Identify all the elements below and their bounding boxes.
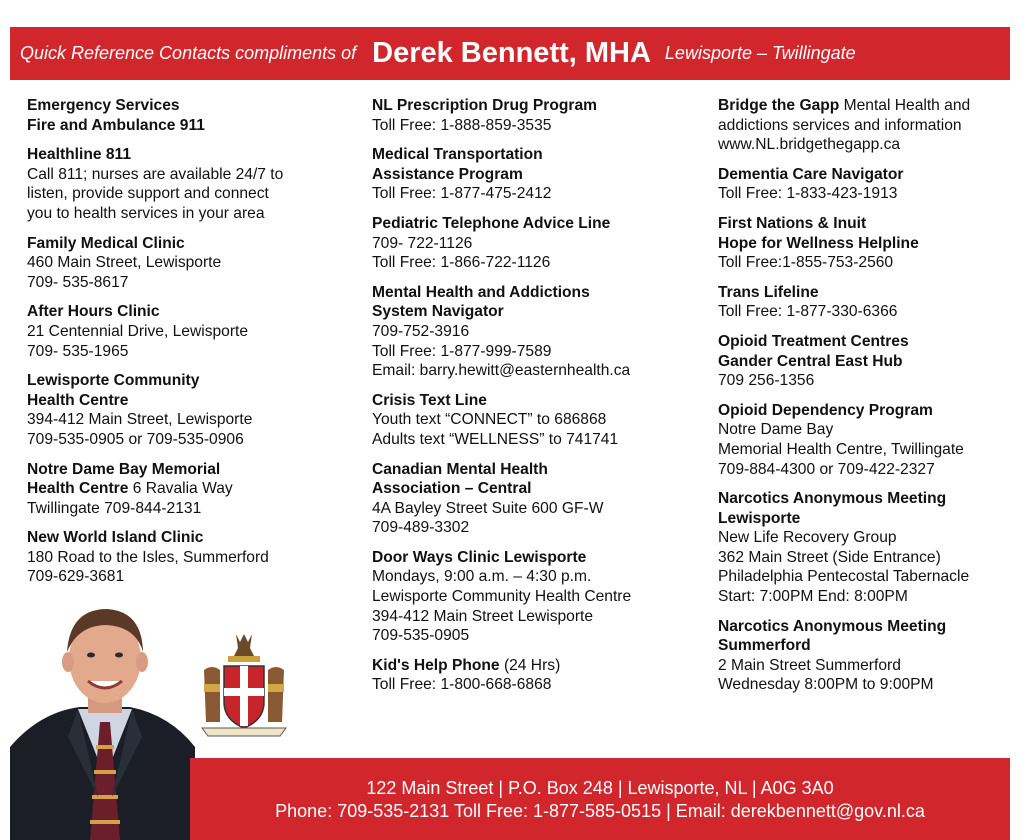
contact-detail-text: Twillingate 709-844-2131	[27, 499, 202, 517]
contact-detail-text: 709-535-0905	[372, 627, 470, 645]
contact-heading	[718, 283, 1018, 303]
contact-detail-text: 394-412 Main Street Lewisporte	[372, 607, 594, 625]
contact-heading-text: Lewisporte Community	[27, 372, 200, 390]
contact-entry	[718, 165, 1018, 204]
contact-detail	[372, 567, 692, 587]
contact-detail	[718, 528, 1018, 548]
contact-heading-text: Pediatric Telephone Advice Line	[372, 214, 611, 232]
coat-of-arms-icon	[196, 630, 292, 738]
footer-banner	[190, 758, 1010, 840]
contact-detail	[372, 361, 692, 381]
contact-heading-text: Canadian Mental Health	[372, 460, 548, 478]
contact-heading-text: Dementia Care Navigator	[718, 165, 904, 183]
contact-detail	[372, 518, 692, 538]
contact-heading	[718, 234, 1018, 254]
contact-heading	[372, 391, 692, 411]
contact-detail-text: addictions services and information	[718, 116, 962, 134]
contact-heading	[718, 489, 1018, 509]
contact-detail-text: Toll Free: 1-833-423-1913	[718, 185, 898, 203]
contact-entry	[718, 617, 1018, 695]
contact-heading	[718, 96, 1018, 116]
contact-entry	[718, 214, 1018, 273]
contact-detail-text: Notre Dame Bay	[718, 421, 834, 439]
contact-detail	[718, 587, 1018, 607]
contact-entry	[372, 96, 692, 135]
contact-heading-text: System Navigator	[372, 303, 504, 321]
contact-detail	[372, 116, 692, 136]
contact-heading	[718, 617, 1018, 637]
contact-detail-text: 460 Main Street, Lewisporte	[27, 254, 222, 272]
contact-detail-tail: (24 Hrs)	[499, 656, 561, 674]
contact-detail	[27, 430, 347, 450]
contact-entry	[718, 96, 1018, 155]
contact-detail	[718, 253, 1018, 273]
contact-entry	[27, 145, 347, 223]
contact-heading	[372, 479, 692, 499]
contact-heading-text: Medical Transportation	[372, 146, 543, 164]
contact-heading	[27, 116, 347, 136]
contact-detail-text: Toll Free:1-855-753-2560	[718, 254, 894, 272]
contact-detail	[27, 273, 347, 293]
contact-entry	[27, 96, 347, 135]
contact-detail-text: 4A Bayley Street Suite 600 GF-W	[372, 499, 604, 517]
contact-heading	[718, 332, 1018, 352]
contacts-column-3	[718, 96, 1018, 705]
contact-entry	[372, 214, 692, 273]
contact-detail-text: 709-629-3681	[27, 568, 125, 586]
contact-detail-text: 709-884-4300 or 709-422-2327	[718, 460, 935, 478]
contact-entry	[27, 528, 347, 587]
contact-detail	[372, 430, 692, 450]
contact-detail	[718, 302, 1018, 322]
header-prefix: Quick Reference Contacts compliments of	[20, 43, 357, 63]
contact-entry	[27, 371, 347, 449]
contact-heading-text: Lewisporte	[718, 509, 801, 527]
contact-detail	[372, 410, 692, 430]
contact-detail	[718, 567, 1018, 587]
contact-heading	[27, 391, 347, 411]
contact-detail-text: Call 811; nurses are available 24/7 to	[27, 165, 284, 183]
contact-heading-text: Narcotics Anonymous Meeting	[718, 490, 947, 508]
footer-address: 122 Main Street | P.O. Box 248 | Lewisporte, NL | A0G 3A0	[366, 778, 834, 798]
contact-detail-text: Start: 7:00PM End: 8:00PM	[718, 588, 908, 606]
contact-detail	[718, 440, 1018, 460]
contact-detail-text: Adults text “WELLNESS” to 741741	[372, 430, 619, 448]
contact-heading	[718, 509, 1018, 529]
contact-heading-text: Fire and Ambulance 911	[27, 116, 205, 134]
contact-detail	[372, 626, 692, 646]
contact-heading-text: Trans Lifeline	[718, 283, 819, 301]
contact-heading-text: Assistance Program	[372, 165, 523, 183]
header-name: Derek Bennett, MHA	[372, 37, 651, 69]
contact-detail	[718, 675, 1018, 695]
contact-detail-text: Toll Free: 1-888-859-3535	[372, 116, 552, 134]
contact-heading-text: Health Centre	[27, 391, 129, 409]
contact-detail-text: Wednesday 8:00PM to 9:00PM	[718, 676, 934, 694]
contact-heading-text: Crisis Text Line	[372, 391, 487, 409]
contact-detail-text: 21 Centennial Drive, Lewisporte	[27, 322, 249, 340]
contact-detail-text: 709 256-1356	[718, 372, 815, 390]
contact-detail-text: Toll Free: 1-877-999-7589	[372, 342, 552, 360]
contact-detail	[718, 548, 1018, 568]
contacts-column-2	[372, 96, 692, 705]
contact-detail-text: Mondays, 9:00 a.m. – 4:30 p.m.	[372, 568, 592, 586]
contact-detail-tail: 6 Ravalia Way	[128, 480, 233, 498]
contact-detail-text: 709-535-0905 or 709-535-0906	[27, 430, 244, 448]
contact-heading	[27, 302, 347, 322]
contact-heading-text: Mental Health and Addictions	[372, 283, 590, 301]
contact-detail-text: 709- 535-1965	[27, 342, 129, 360]
contact-entry	[27, 460, 347, 519]
contact-detail	[718, 135, 1018, 155]
contact-heading	[27, 479, 347, 499]
contact-detail-text: New Life Recovery Group	[718, 529, 897, 547]
contact-heading-text: Opioid Dependency Program	[718, 401, 933, 419]
contact-detail-text: 2 Main Street Summerford	[718, 656, 901, 674]
contact-entry	[372, 656, 692, 695]
contact-detail-text: Philadelphia Pentecostal Tabernacle	[718, 568, 970, 586]
contact-heading	[718, 352, 1018, 372]
contact-heading	[27, 234, 347, 254]
contact-heading	[372, 165, 692, 185]
contact-detail	[372, 499, 692, 519]
contact-heading-text: Bridge the Gapp	[718, 97, 840, 114]
contact-detail	[372, 342, 692, 362]
contact-heading-text: Family Medical Clinic	[27, 234, 185, 252]
contact-heading	[372, 145, 692, 165]
contact-detail	[372, 675, 692, 695]
header-district: Lewisporte – Twillingate	[664, 43, 856, 63]
contact-heading	[27, 96, 347, 116]
contact-detail	[372, 607, 692, 627]
contact-heading-text: Summerford	[718, 637, 811, 655]
contact-heading	[372, 460, 692, 480]
header-banner	[10, 27, 1010, 80]
contact-heading	[27, 145, 347, 165]
contact-heading-text: Door Ways Clinic Lewisporte	[372, 548, 587, 566]
contact-detail	[718, 420, 1018, 440]
contact-entry	[27, 234, 347, 293]
contact-detail	[372, 234, 692, 254]
contact-heading-text: Kid's Help Phone	[372, 656, 500, 674]
contact-detail	[372, 253, 692, 273]
contact-detail	[27, 410, 347, 430]
contact-entry	[372, 548, 692, 646]
contact-detail-text: 709- 722-1126	[372, 234, 473, 252]
contact-heading	[718, 401, 1018, 421]
contact-heading-text: Opioid Treatment Centres	[718, 332, 909, 350]
contact-heading-text: First Nations & Inuit	[718, 214, 867, 232]
contact-heading	[372, 96, 692, 116]
contact-detail	[718, 371, 1018, 391]
contact-detail-text: Toll Free: 1-877-330-6366	[718, 303, 898, 321]
contact-heading-text: Hope for Wellness Helpline	[718, 234, 919, 252]
contact-detail	[27, 322, 347, 342]
portrait-photo	[10, 597, 195, 840]
contact-detail	[27, 253, 347, 273]
contact-detail-text: Toll Free: 1-866-722-1126	[372, 254, 551, 272]
contact-heading-text: Narcotics Anonymous Meeting	[718, 617, 947, 635]
contact-detail-text: www.NL.bridgethegapp.ca	[718, 136, 901, 154]
contact-heading-text: New World Island Clinic	[27, 529, 204, 547]
contact-entry	[718, 489, 1018, 607]
contact-detail	[27, 165, 347, 185]
contact-heading-text: Notre Dame Bay Memorial	[27, 460, 221, 478]
contact-heading	[372, 548, 692, 568]
contact-heading	[718, 636, 1018, 656]
contact-heading	[372, 656, 692, 676]
contact-detail-text: Toll Free: 1-877-475-2412	[372, 185, 552, 203]
contact-detail	[372, 184, 692, 204]
contact-entry	[718, 332, 1018, 391]
contact-detail	[27, 499, 347, 519]
contact-heading	[27, 371, 347, 391]
contact-heading	[372, 283, 692, 303]
contact-entry	[372, 460, 692, 538]
contact-detail	[27, 342, 347, 362]
contact-heading	[718, 214, 1018, 234]
contact-detail-text: Toll Free: 1-800-668-6868	[372, 676, 552, 694]
contact-heading	[27, 460, 347, 480]
contact-heading-text: Emergency Services	[27, 97, 180, 114]
contact-detail	[718, 656, 1018, 676]
contacts-column-1	[27, 96, 347, 597]
contact-detail	[372, 587, 692, 607]
contact-detail-text: 362 Main Street (Side Entrance)	[718, 548, 941, 566]
contact-heading	[718, 165, 1018, 185]
contact-detail	[718, 460, 1018, 480]
contact-heading-text: NL Prescription Drug Program	[372, 97, 597, 114]
contact-detail-text: 394-412 Main Street, Lewisporte	[27, 411, 253, 429]
contact-detail	[27, 204, 347, 224]
contact-detail	[718, 116, 1018, 136]
contact-heading-text: Gander Central East Hub	[718, 352, 903, 370]
contact-detail-text: Email: barry.hewitt@easternhealth.ca	[372, 362, 631, 380]
contact-detail	[27, 184, 347, 204]
contact-detail	[718, 184, 1018, 204]
contact-heading	[372, 214, 692, 234]
contact-entry	[718, 401, 1018, 479]
contact-heading	[372, 302, 692, 322]
contact-detail-text: Youth text “CONNECT” to 686868	[372, 411, 607, 429]
contact-entry	[372, 145, 692, 204]
contact-detail-text: you to health services in your area	[27, 204, 265, 222]
contact-detail-text: 709- 535-8617	[27, 273, 129, 291]
contact-detail-text: 709-489-3302	[372, 519, 470, 537]
contact-detail-text: 180 Road to the Isles, Summerford	[27, 548, 269, 566]
contact-detail-tail: Mental Health and	[839, 97, 971, 114]
contact-detail	[27, 548, 347, 568]
contact-detail	[27, 567, 347, 587]
contact-detail-text: listen, provide support and connect	[27, 185, 269, 203]
contact-heading-text: Health Centre	[27, 480, 129, 498]
contact-heading	[27, 528, 347, 548]
footer-contact: Phone: 709-535-2131 Toll Free: 1-877-585-0515 | Email: derekbennett@gov.nl.ca	[275, 801, 925, 821]
contact-entry	[372, 283, 692, 381]
contact-entry	[372, 391, 692, 450]
contact-detail-text: Lewisporte Community Health Centre	[372, 588, 632, 606]
contact-heading-text: After Hours Clinic	[27, 303, 160, 321]
contact-detail	[372, 322, 692, 342]
contact-entry	[718, 283, 1018, 322]
contact-detail-text: Memorial Health Centre, Twillingate	[718, 440, 964, 458]
contact-entry	[27, 302, 347, 361]
contact-heading-text: Association – Central	[372, 480, 532, 498]
contact-heading-text: Healthline 811	[27, 146, 132, 164]
contact-detail-text: 709-752-3916	[372, 322, 470, 340]
